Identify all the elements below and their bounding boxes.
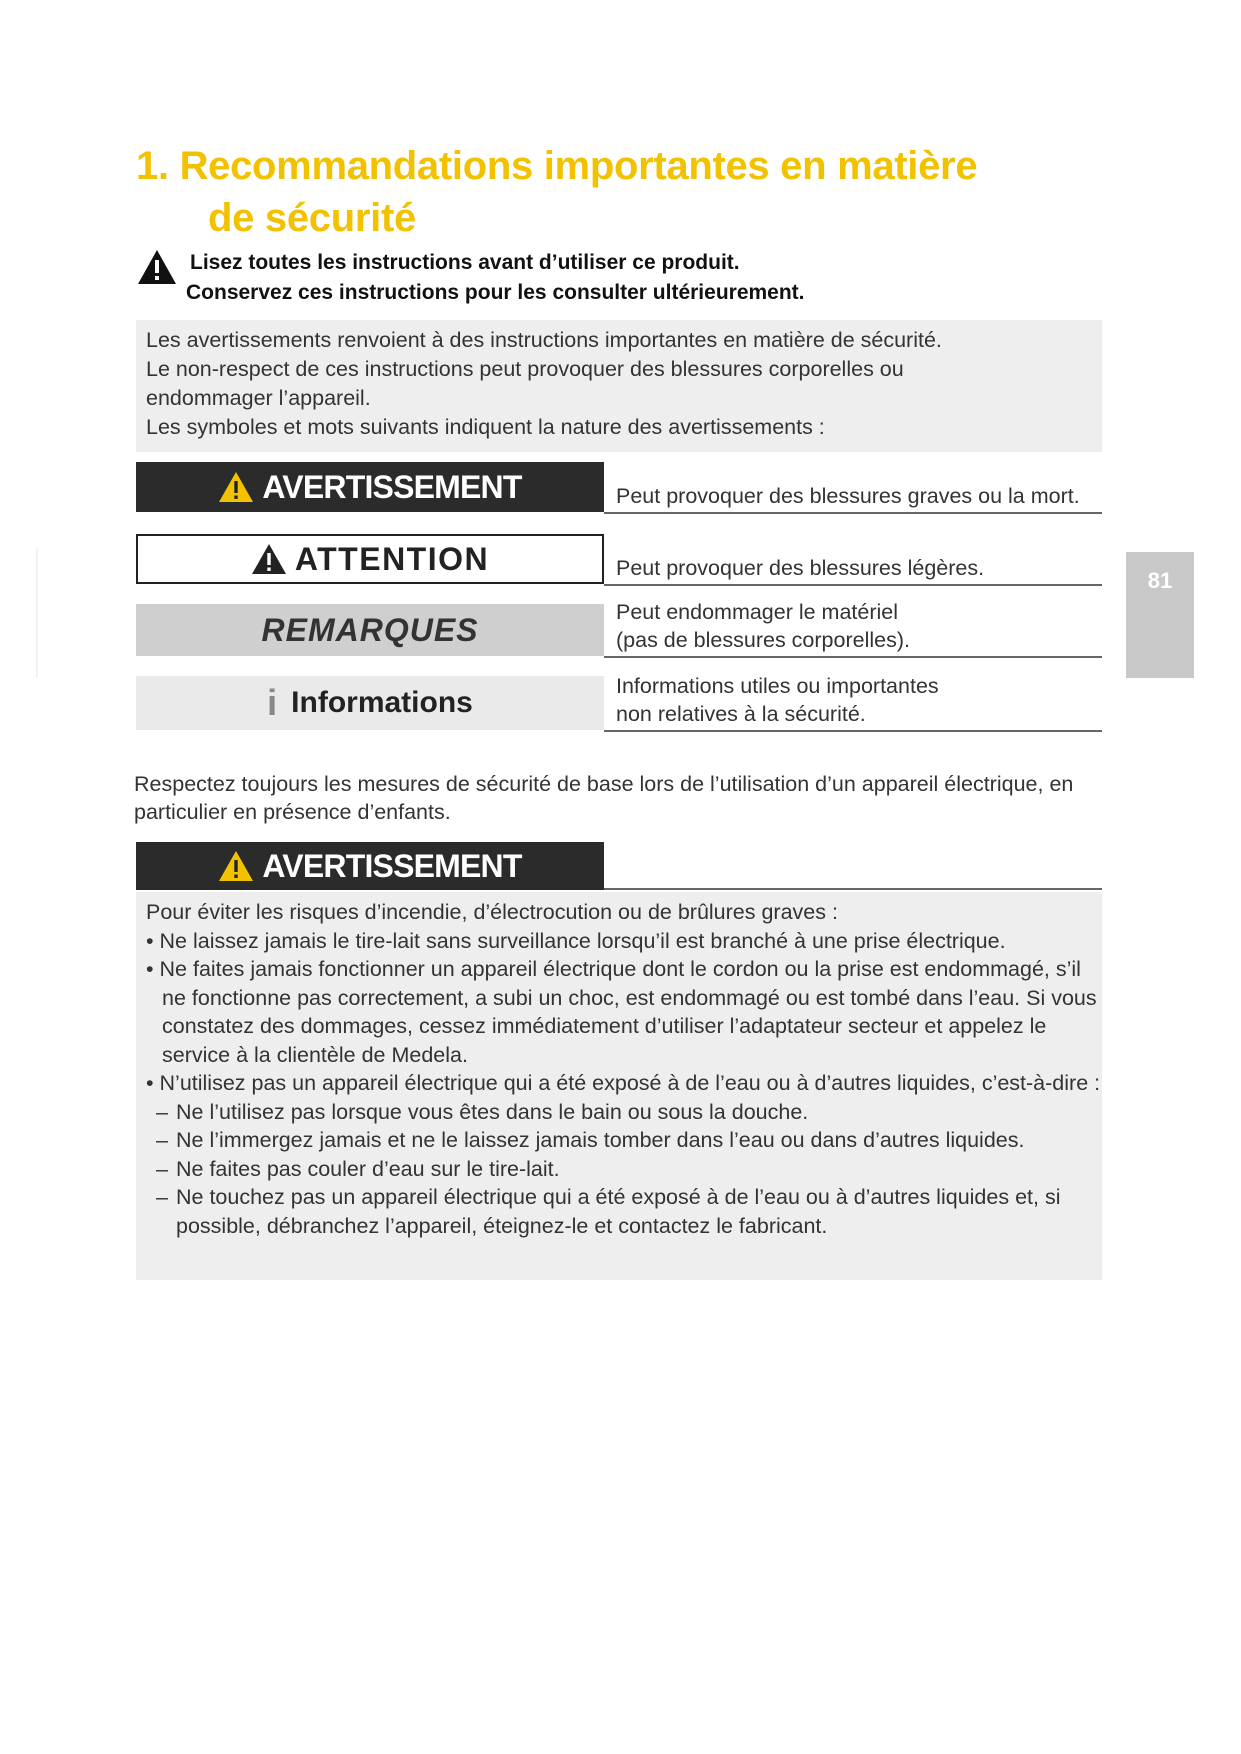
lead-instructions [136,248,805,308]
dash-text: Ne touchez pas un appareil électrique qui a été exposé à de l’eau ou à d’autres liquides et, si possible, débranchez l’appareil, éteignez-le et contactez le fabricant. [176,1185,1061,1238]
intro-line: Le non-respect de ces instructions peut provoquer des blessures corporelles ou [146,357,904,381]
symbol-row-attention [136,534,1102,586]
page-number-tab [1126,552,1194,678]
warning-header [136,842,604,890]
bullet-item [146,955,1102,1069]
attention-label-box [136,534,604,584]
description-line: Peut provoquer des blessures légères. [616,556,985,580]
avertissement-label: AVERTISSEMENT [262,468,522,505]
bullet-text: N’utilisez pas un appareil électrique qui a été exposé à de l’eau ou à d’autres liquides, c’est-à-dire : [159,1071,1101,1095]
divider [604,888,1102,890]
intro-line: Les avertissements renvoient à des instructions importantes en matière de sécurité. [146,328,942,352]
intro-panel [136,320,1102,452]
warning-header-label: AVERTISSEMENT [262,847,522,884]
informations-description [604,676,1102,732]
bullet-item [146,1069,1102,1098]
avertissement-description [604,462,1102,514]
warning-panel [136,892,1102,1280]
remarques-description [604,600,1102,658]
page-number: 81 [1147,568,1173,593]
lead-line-2: Conservez ces instructions pour les consulter ultérieurement. [186,281,805,304]
bullet-mark: • [146,928,154,953]
title-line-1: 1. Recommandations importantes en matière [136,144,978,188]
dash-item [146,1098,1102,1127]
attention-description [604,534,1102,586]
symbol-row-informations [136,676,1102,732]
dash-mark: – [156,1128,168,1152]
attention-label: ATTENTION [294,540,490,577]
remarques-label-box [136,604,604,656]
warning-triangle-icon [218,471,254,503]
dash-mark: – [156,1185,168,1209]
description-line: Informations utiles ou importantes [616,674,939,698]
intro-line: endommager l’appareil. [146,386,371,410]
respect-paragraph: Respectez toujours les mesures de sécurité de base lors de l’utilisation d’un appareil électrique, en particulier en présence d’enfants. [134,772,1074,824]
dash-mark: – [156,1156,168,1181]
info-icon: i [267,682,278,723]
warning-triangle-icon [251,543,287,575]
dash-mark: – [156,1099,168,1124]
informations-label: Informations [291,686,473,719]
bullet-mark: • [146,1071,154,1095]
bullet-item [146,927,1102,956]
avertissement-label-box [136,462,604,512]
description-line: Peut provoquer des blessures graves ou la mort. [616,484,1080,508]
dash-item [146,1183,1102,1240]
margin-mark [36,548,38,678]
bullet-text: Ne faites jamais fonctionner un appareil électrique dont le cordon ou la prise est endommagé, s’il ne fonctionne pas correctement, a subi un choc, est endommagé ou est tombé dans l’eau. Si vous constatez des dommages, cessez immédiatement d’utiliser l’adaptateur secteur et appelez le service à la clientèle de Medela. [159,957,1097,1067]
symbol-row-remarques [136,600,1102,658]
title-line-2: de sécurité [208,196,416,240]
description-line: non relatives à la sécurité. [616,702,866,726]
informations-label-box [136,676,604,730]
bullet-mark: • [146,957,154,981]
warning-triangle-icon [218,850,254,882]
page-title [136,140,977,244]
dash-text: Ne faites pas couler d’eau sur le tire-lait. [176,1156,560,1181]
symbol-row-avertissement [136,462,1102,514]
dash-item [146,1126,1102,1155]
remarques-label: REMARQUES [261,611,479,648]
lead-line-1: Lisez toutes les instructions avant d’utiliser ce produit. [190,251,740,274]
bullet-text: Ne laissez jamais le tire-lait sans surveillance lorsqu’il est branché à une prise électrique. [159,928,1006,953]
dash-text: Ne l’immergez jamais et ne le laissez jamais tomber dans l’eau ou dans d’autres liquides. [176,1128,1025,1152]
dash-text: Ne l’utilisez pas lorsque vous êtes dans le bain ou sous la douche. [176,1099,809,1124]
warning-intro: Pour éviter les risques d’incendie, d’électrocution ou de brûlures graves : [146,900,838,924]
description-line: Peut endommager le matériel [616,600,899,624]
dash-item [146,1155,1102,1184]
intro-line: Les symboles et mots suivants indiquent la nature des avertissements : [146,415,825,439]
description-line: (pas de blessures corporelles). [616,628,910,652]
warning-triangle-icon [136,248,178,286]
